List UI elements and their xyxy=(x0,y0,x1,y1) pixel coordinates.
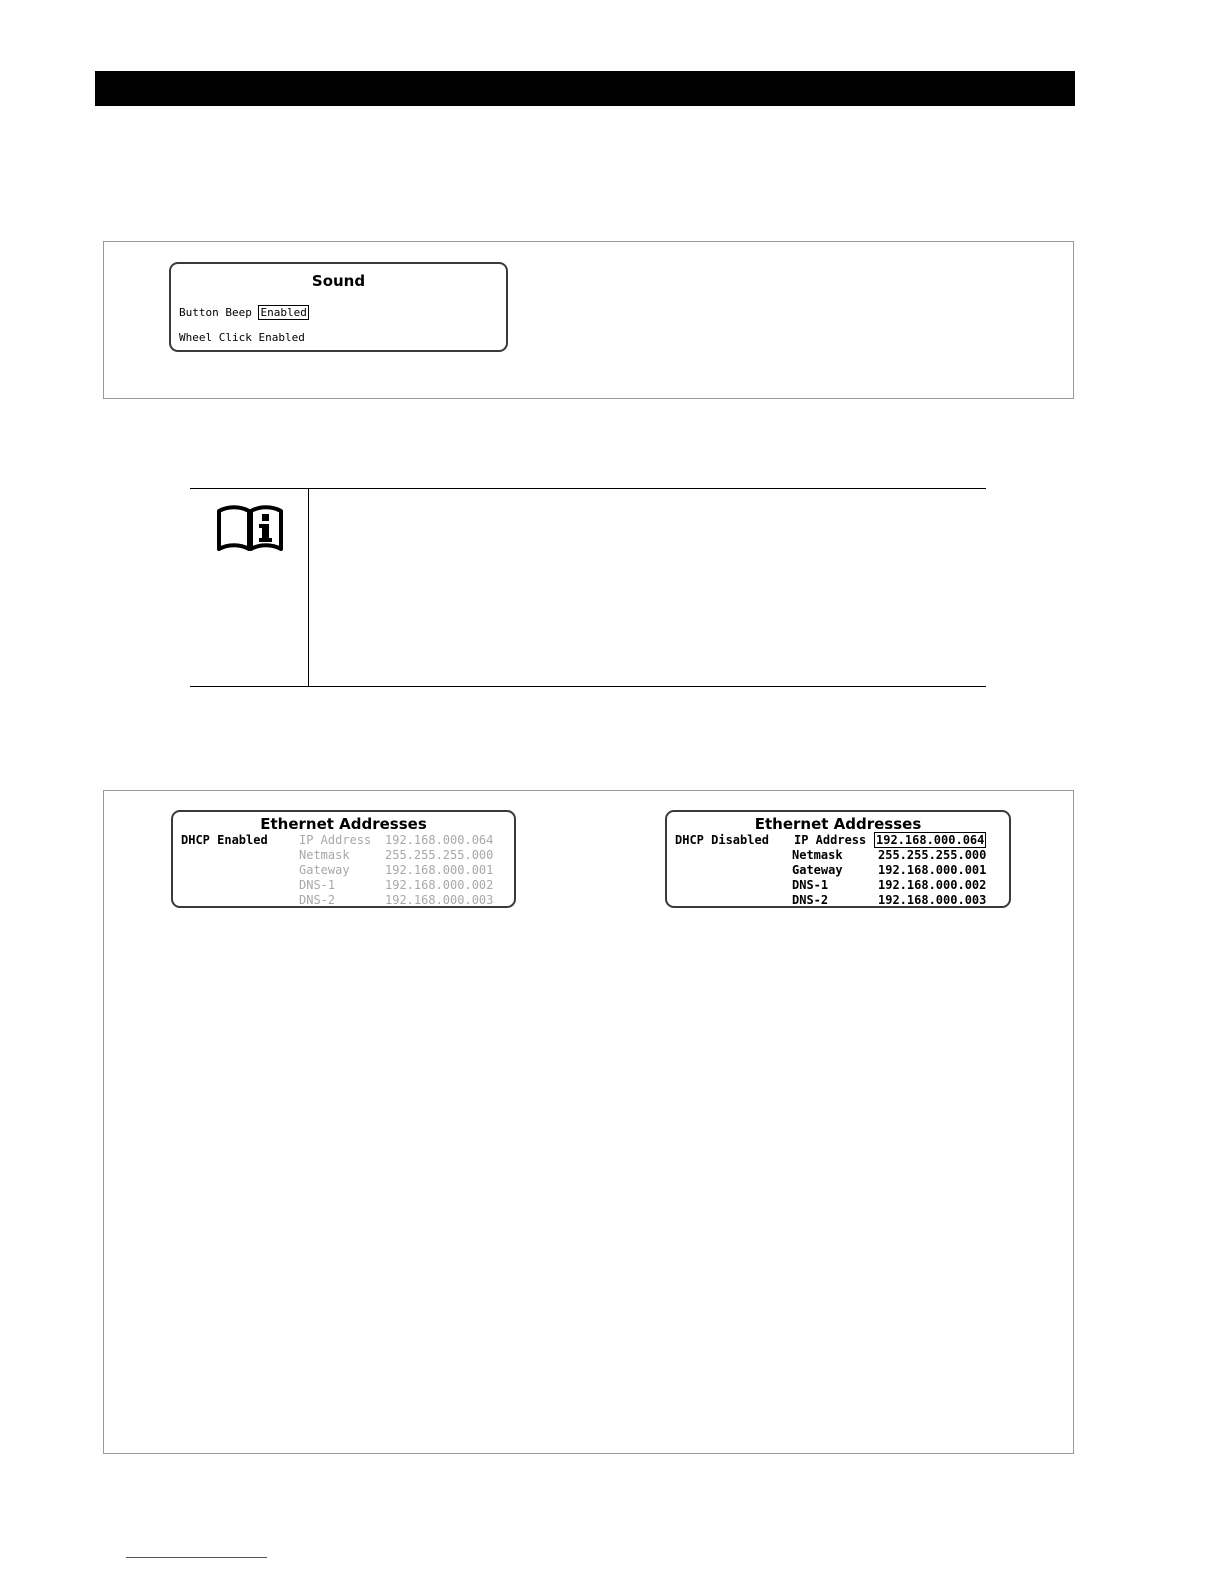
dns1-label: DNS-1 xyxy=(299,878,336,892)
button-beep-row xyxy=(179,306,309,320)
note-block xyxy=(190,488,986,687)
note-divider xyxy=(308,489,309,686)
ethernet-dhcp-disabled-screen xyxy=(665,810,1011,908)
ip-address-label: IP Address xyxy=(794,833,867,847)
wheel-click-value[interactable]: Enabled xyxy=(258,331,305,344)
netmask-value[interactable]: 255.255.255.000 xyxy=(878,848,987,862)
dns2-value[interactable]: 192.168.000.003 xyxy=(878,893,987,907)
button-beep-label: Button Beep xyxy=(179,306,252,319)
gateway-value[interactable]: 192.168.000.001 xyxy=(878,863,987,877)
netmask-label: Netmask xyxy=(792,848,843,862)
ip-address-field[interactable]: 192.168.000.064 xyxy=(876,833,985,847)
gateway-label: Gateway xyxy=(792,863,843,877)
dns2-label: DNS-2 xyxy=(299,893,336,907)
dns1-value[interactable]: 192.168.000.002 xyxy=(878,878,987,892)
info-manual-icon xyxy=(216,505,284,551)
footer-link-underline[interactable] xyxy=(126,1557,267,1558)
gateway-value: 192.168.000.001 xyxy=(385,863,494,877)
sound-title: Sound xyxy=(311,272,366,290)
ip-address-value: 192.168.000.064 xyxy=(385,833,494,847)
dns2-label: DNS-2 xyxy=(792,893,829,907)
dns2-value: 192.168.000.003 xyxy=(385,893,494,907)
netmask-label: Netmask xyxy=(299,848,350,862)
ip-address-label: IP Address xyxy=(299,833,372,847)
dhcp-status[interactable]: DHCP Enabled xyxy=(181,833,268,847)
ethernet-dhcp-enabled-screen xyxy=(171,810,516,908)
ethernet-title: Ethernet Addresses xyxy=(754,815,922,833)
ip-address-value[interactable] xyxy=(874,833,986,848)
wheel-click-row xyxy=(179,331,305,345)
gateway-label: Gateway xyxy=(299,863,350,877)
sound-lcd-screen xyxy=(169,262,508,352)
dns1-label: DNS-1 xyxy=(792,878,829,892)
netmask-value: 255.255.255.000 xyxy=(385,848,494,862)
button-beep-value[interactable]: Enabled xyxy=(260,306,307,319)
ethernet-title: Ethernet Addresses xyxy=(260,815,427,833)
header-bar xyxy=(95,71,1075,106)
wheel-click-label: Wheel Click xyxy=(179,331,252,344)
dhcp-status[interactable]: DHCP Disabled xyxy=(675,833,769,847)
dns1-value: 192.168.000.002 xyxy=(385,878,494,892)
